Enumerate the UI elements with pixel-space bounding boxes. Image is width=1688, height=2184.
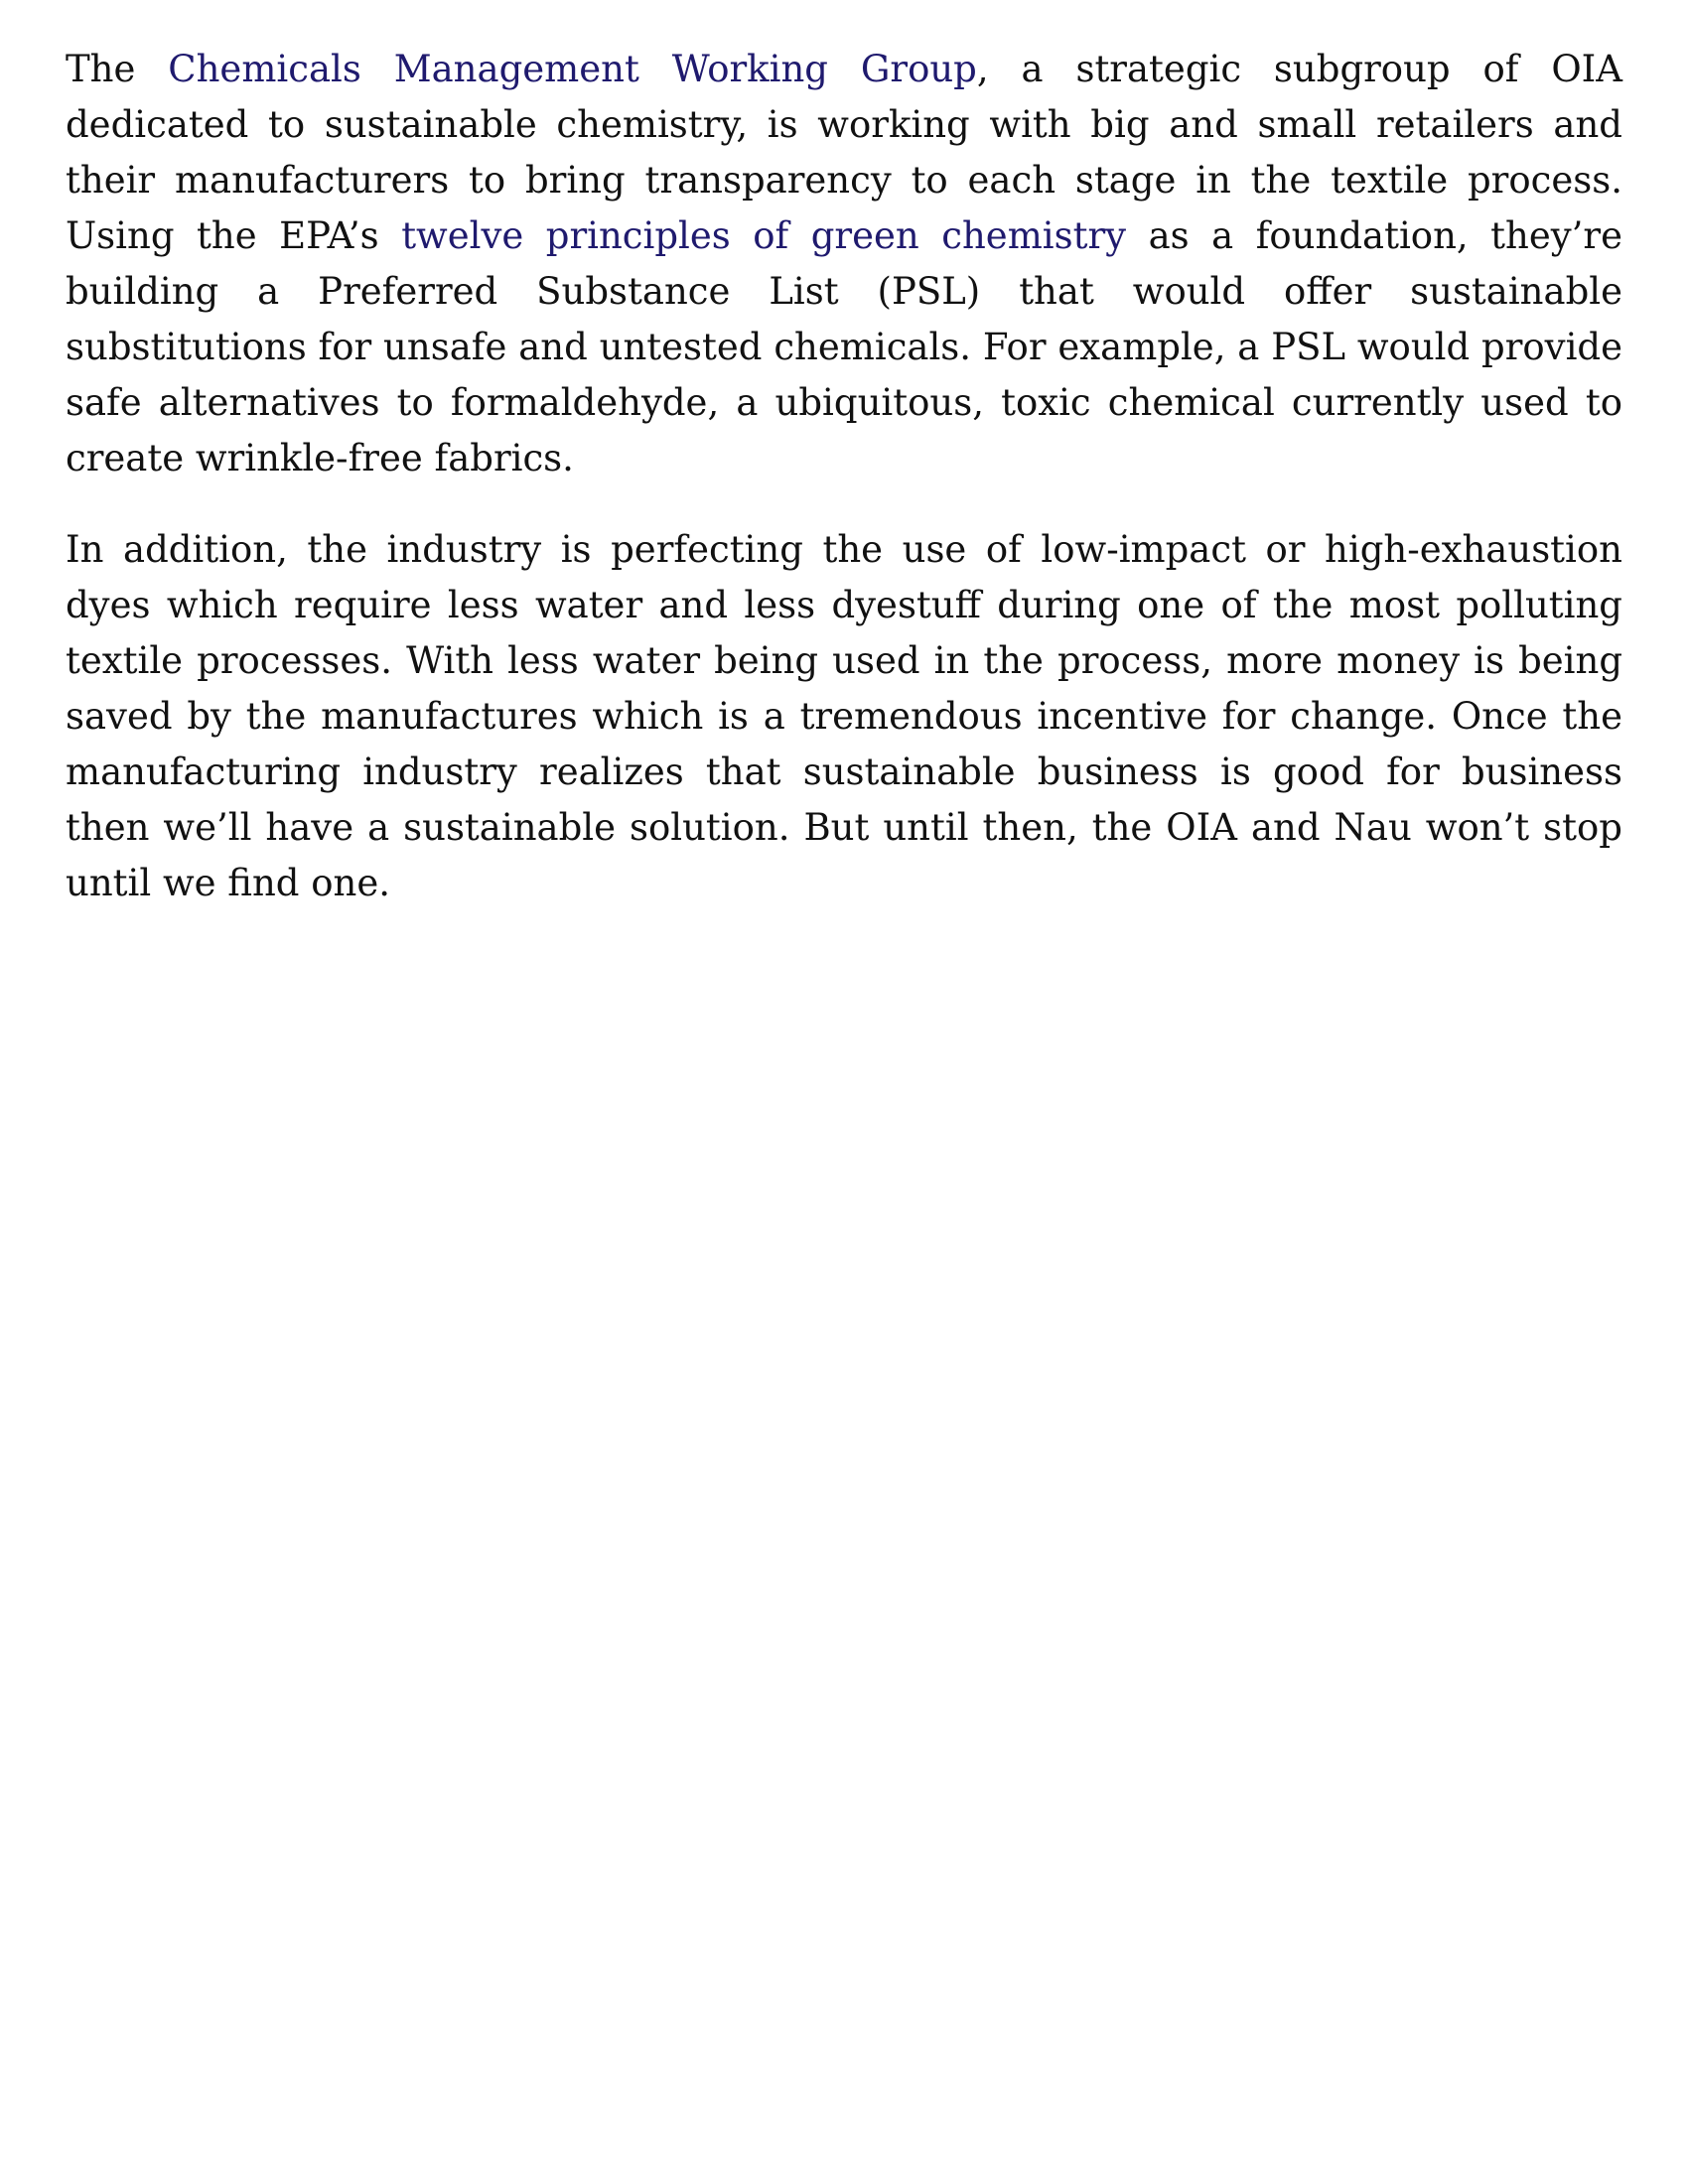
chemicals-management-working-group-link[interactable]: Chemicals Management Working Group bbox=[168, 48, 977, 90]
paragraph-text: as a foundation, they’re building a Preferred Substance List (PSL) that would offer sustainable substitutions for unsafe and untested chemicals. For example, a PSL would provide safe alternatives to formaldehyde, a ubiquitous, toxic chemical currently used to create wrinkle-free fabrics. bbox=[66, 214, 1623, 479]
document-body bbox=[66, 42, 1622, 947]
paragraph-text: , a strategic subgroup of OIA dedicated to sustainable chemistry, is working with big and small retailers and their manufacturers to bring transparency to each stage in the textile process. Using the EPA’s bbox=[66, 48, 1622, 257]
paragraph-chemicals-management bbox=[66, 42, 1622, 486]
paragraph-low-impact-dyes: In addition, the industry is perfecting the use of low-impact or high-exhaustion dyes which require less water and less dyestuff during one of the most polluting textile processes. With less water being used in the process, more money is being saved by the manufactures which is a tremendous incentive for change. Once the manufacturing industry realizes that sustainable business is good for business then we’ll have a sustainable solution. But until then, the OIA and Nau won’t stop until we find one. bbox=[66, 528, 1622, 904]
green-chemistry-principles-link[interactable]: twelve principles of green chemistry bbox=[401, 214, 1127, 257]
paragraph-text: The bbox=[66, 48, 169, 90]
